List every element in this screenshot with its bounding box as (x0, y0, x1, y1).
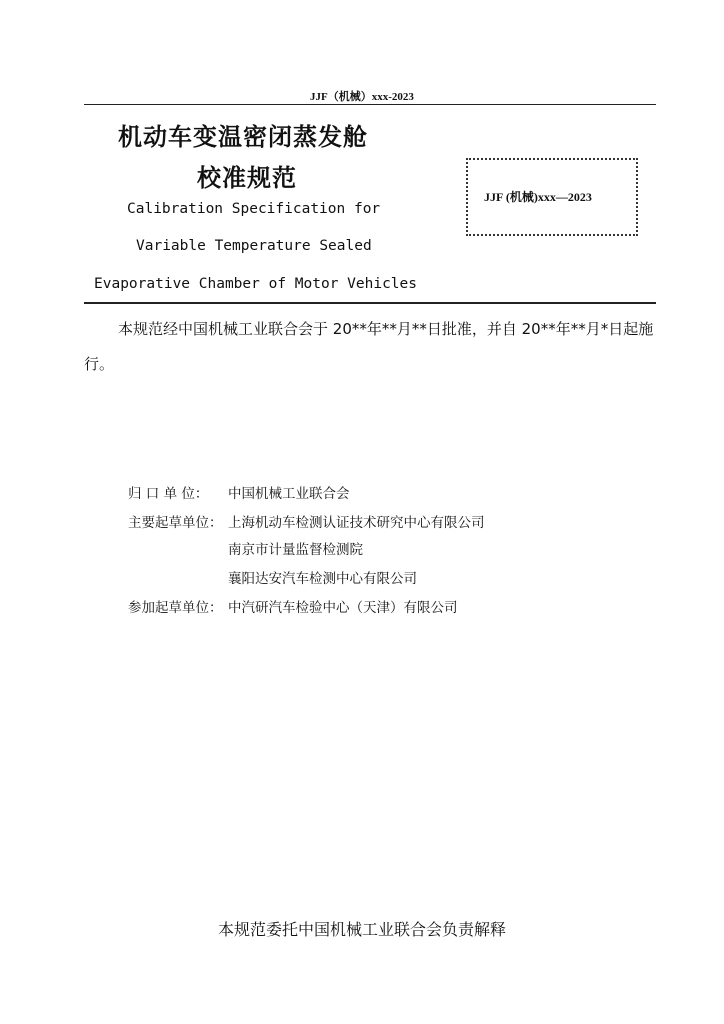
participant-unit: 中汽研汽车检验中心（天津）有限公司 (228, 600, 458, 616)
main-drafting-unit-2: 南京市计量监督检测院 (228, 542, 363, 558)
title-chinese-line1: 机动车变温密闭蒸发舱 (118, 123, 368, 151)
header-rule (84, 104, 656, 105)
code-stamp-text: JJF (机械)xxx—2023 (484, 190, 592, 204)
participant-label: 参加起草单位： (128, 600, 223, 616)
main-drafting-unit-1: 上海机动车检测认证技术研究中心有限公司 (228, 515, 485, 531)
participant-row (128, 596, 458, 616)
owner-unit-value: 中国机械工业联合会 (228, 486, 350, 502)
approval-statement: 本规范经中国机械工业联合会于 20**年**月**日批准，并自 20**年**月*日起施行。 (84, 320, 654, 373)
title-chinese-line2: 校准规范 (197, 164, 297, 192)
title-english-line3: Evaporative Chamber of Motor Vehicles (94, 276, 418, 292)
title-english-line1: Calibration Specification for (127, 201, 381, 217)
main-drafting-label: 主要起草单位： (128, 515, 223, 531)
title-rule (84, 302, 656, 304)
main-drafting-row (128, 511, 485, 531)
owner-unit-row (128, 482, 350, 502)
interpretation-footer: 本规范委托中国机械工业联合会负责解释 (217, 920, 506, 939)
title-english-line2: Variable Temperature Sealed (136, 238, 372, 254)
document-code-header: JJF（机械）xxx-2023 (310, 91, 414, 103)
owner-unit-label: 归 口 单 位： (128, 486, 209, 502)
main-drafting-unit-3: 襄阳达安汽车检测中心有限公司 (228, 571, 417, 587)
